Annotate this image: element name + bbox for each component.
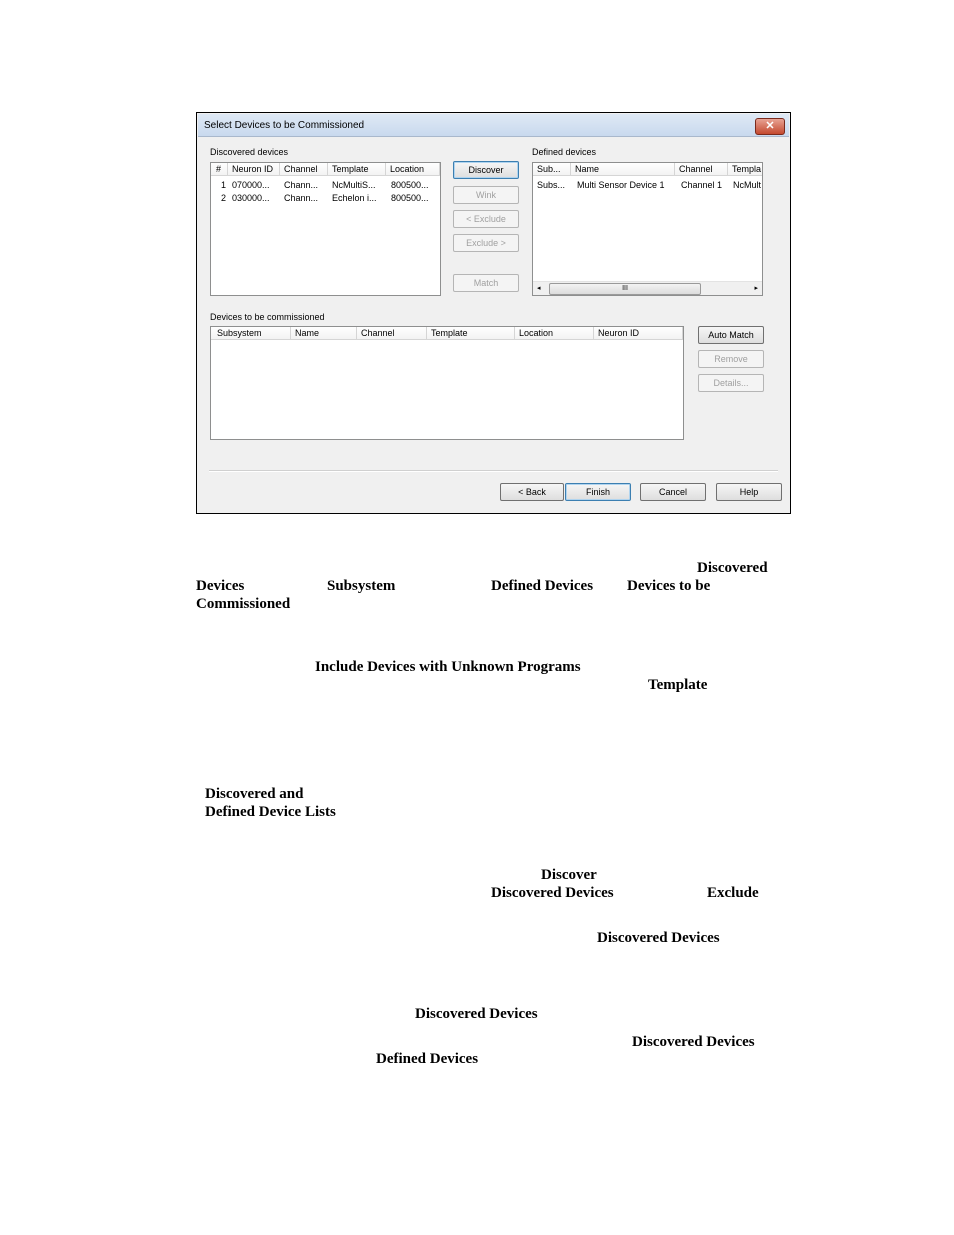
doc-heading-line1: Discovered and [205,786,304,802]
auto-match-button[interactable]: Auto Match [698,326,764,344]
row-location: 800500... [391,180,429,190]
col-header-subsystem[interactable]: Sub... [533,163,571,176]
doc-term-devices-to-be: Devices to be [627,578,711,594]
doc-term-discovered: Discovered [697,560,768,576]
match-button[interactable]: Match [453,274,519,292]
doc-heading-line2: Defined Device Lists [205,804,336,820]
scroll-left-icon[interactable]: ◂ [537,285,541,292]
doc-term-defined-devices: Defined Devices [376,1051,479,1067]
footer-separator [209,470,778,472]
row-neuron-id: 030000... [232,193,270,203]
row-template: Echelon i... [332,193,377,203]
exclude-left-button[interactable]: < Exclude [453,210,519,228]
doc-term-discovered-devices: Discovered Devices [632,1034,755,1050]
finish-button[interactable]: Finish [565,483,631,501]
col-header-location[interactable]: Location [515,327,594,340]
horizontal-scrollbar[interactable] [533,281,762,295]
row-template: NcMultiS... [332,180,376,190]
cancel-button[interactable]: Cancel [640,483,706,501]
col-header-neuron-id[interactable]: Neuron ID [594,327,683,340]
row-subsystem: Subs... [537,180,566,190]
dialog-titlebar [198,114,789,137]
doc-term-discovered-devices: Discovered Devices [491,885,614,901]
discovered-devices-label: Discovered devices [210,147,289,157]
col-header-location[interactable]: Location [386,163,440,176]
doc-term-defined-devices: Defined Devices [491,578,594,594]
doc-term-discovered-devices: Discovered Devices [415,1006,538,1022]
row-channel: Chann... [284,193,319,203]
row-number: 2 [221,193,227,203]
row-channel: Channel 1 [681,180,723,190]
row-template: NcMult [733,180,762,190]
close-icon[interactable]: ✕ [755,118,785,135]
row-number: 1 [221,180,227,190]
wink-button[interactable]: Wink [453,186,519,204]
discovered-devices-list[interactable] [210,162,441,296]
row-neuron-id: 070000... [232,180,270,190]
commission-devices-label: Devices to be commissioned [210,312,325,322]
col-header-channel[interactable]: Channel [675,163,728,176]
exclude-right-button[interactable]: Exclude > [453,234,519,252]
doc-term-include-unknown: Include Devices with Unknown Programs [315,659,581,675]
back-button[interactable]: < Back [500,483,564,501]
defined-devices-list[interactable] [532,162,763,296]
doc-term-exclude: Exclude [707,885,759,901]
doc-term-commissioned: Commissioned [196,596,291,612]
details-button[interactable]: Details... [698,374,764,392]
col-header-name[interactable]: Name [291,327,357,340]
col-header-template[interactable]: Template [328,163,386,176]
help-button[interactable]: Help [716,483,782,501]
col-header-channel[interactable]: Channel [357,327,427,340]
col-header-template[interactable]: Templa [728,163,763,176]
doc-term-discovered-devices: Discovered Devices [597,930,720,946]
commission-devices-list[interactable] [210,326,684,440]
col-header-channel[interactable]: Channel [280,163,328,176]
scroll-thumb[interactable]: III [549,283,701,295]
col-header-template[interactable]: Template [427,327,515,340]
doc-term-template: Template [648,677,708,693]
remove-button[interactable]: Remove [698,350,764,368]
scroll-right-icon[interactable]: ▸ [754,285,758,292]
doc-term-devices: Devices [196,578,245,594]
dialog-title: Select Devices to be Commissioned [204,120,365,131]
commission-dialog [196,112,791,514]
col-header-number[interactable]: # [211,163,228,176]
row-name: Multi Sensor Device 1 [577,180,665,190]
defined-devices-label: Defined devices [532,147,597,157]
row-channel: Chann... [284,180,319,190]
col-header-subsystem[interactable]: Subsystem [211,327,291,340]
col-header-name[interactable]: Name [571,163,675,176]
discover-button[interactable]: Discover [453,161,519,179]
doc-term-subsystem: Subsystem [327,578,396,594]
row-location: 800500... [391,193,429,203]
col-header-neuron-id[interactable]: Neuron ID [228,163,280,176]
doc-term-discover: Discover [541,867,597,883]
